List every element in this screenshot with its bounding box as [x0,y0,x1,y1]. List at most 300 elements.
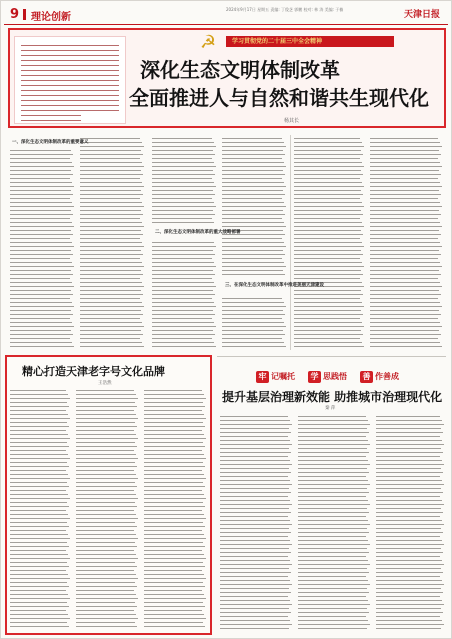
text-line [376,428,441,429]
text-line [370,326,442,327]
top-article-intro [14,36,126,124]
text-line [220,488,289,489]
text-line [144,606,205,607]
text-line [298,552,369,553]
text-line [144,406,205,407]
body-column [298,414,370,634]
text-line [298,516,366,517]
text-line [376,472,443,473]
text-line [80,306,144,307]
top-article-title-line2: 全面推进人与自然和谐共生现代化 [129,86,429,110]
text-line [80,186,144,187]
text-line [10,478,70,479]
body-column [144,388,206,630]
text-line [76,590,134,591]
text-line [10,522,67,523]
text-line [294,262,362,263]
text-line [10,454,68,455]
text-line [222,166,286,167]
text-line [80,290,141,291]
text-line [376,436,440,437]
text-line [298,524,370,525]
text-line [220,628,289,629]
text-line [10,206,74,207]
intro-text-line [21,65,119,66]
text-line [10,598,70,599]
intro-text-line [21,105,119,106]
text-line [144,570,202,571]
text-line [144,554,204,555]
text-line [10,406,69,407]
text-line [80,226,144,227]
text-line [152,254,215,255]
text-line [152,246,216,247]
text-line [10,558,70,559]
text-line [144,534,204,535]
text-line [10,606,69,607]
text-line [76,406,137,407]
text-line [10,570,66,571]
text-line [10,586,69,587]
text-line [298,496,366,497]
text-line [10,198,70,199]
text-line [144,578,206,579]
text-line [76,434,136,435]
text-line [80,282,142,283]
text-line [222,274,285,275]
text-line [152,270,213,271]
text-line [144,446,205,447]
text-line [76,530,134,531]
text-line [298,508,367,509]
text-line [222,218,282,219]
text-line [10,466,69,467]
text-line [144,610,202,611]
text-line [144,390,202,391]
text-line [152,142,214,143]
text-line [80,162,142,163]
text-line [76,574,136,575]
text-line [220,500,290,501]
text-line [10,582,67,583]
text-line [298,452,369,453]
text-line [80,194,143,195]
text-line [76,410,134,411]
text-line [10,334,73,335]
intro-text-line [21,45,119,46]
text-line [222,138,282,139]
text-line [370,302,440,303]
text-line [294,226,364,227]
text-line [80,302,142,303]
text-line [76,474,136,475]
text-line [76,514,136,515]
text-line [76,566,137,567]
text-line [80,142,142,143]
text-line [10,270,71,271]
text-line [222,170,283,171]
text-line [294,314,363,315]
text-line [10,250,71,251]
text-line [370,290,439,291]
text-line [10,306,74,307]
text-line [144,526,205,527]
text-line [152,258,212,259]
text-line [76,618,138,619]
text-line [152,322,214,323]
text-line [370,342,440,343]
text-line [298,488,367,489]
text-line [376,504,444,505]
text-line [222,346,286,347]
text-line [222,206,286,207]
text-line [10,490,66,491]
text-line [220,572,291,573]
text-line [144,490,202,491]
text-line [76,594,136,595]
text-line [80,314,143,315]
text-line [144,398,206,399]
text-line [222,342,284,343]
text-line [80,170,141,171]
text-line [152,266,216,267]
text-line [370,158,438,159]
text-line [10,190,71,191]
text-line [144,434,204,435]
text-line [10,498,70,499]
text-line [294,230,361,231]
slogan-icon: 善 [360,371,373,383]
text-line [370,246,442,247]
text-line [76,390,134,391]
top-article-title-line1: 深化生态文明体制改革 [140,58,340,82]
text-line [370,154,441,155]
text-line [144,502,203,503]
text-line [144,582,203,583]
text-line [222,254,285,255]
text-line [10,550,66,551]
text-line [152,166,216,167]
text-line [76,466,137,467]
text-line [220,520,290,521]
text-line [376,592,443,593]
text-line [222,182,284,183]
text-line [80,270,141,271]
text-line [144,426,205,427]
text-line [294,346,364,347]
text-line [144,430,202,431]
text-line [76,446,137,447]
text-line [80,310,141,311]
slogan-icon: 学 [308,371,321,383]
text-line [370,190,439,191]
section-subhead: 一、深化生态文明体制改革的重要意义 [12,140,89,145]
body-column [10,388,70,630]
text-line [152,306,216,307]
intro-text-line [21,110,119,111]
text-line [294,146,364,147]
text-line [152,342,214,343]
text-line [222,190,283,191]
text-line [76,478,138,479]
text-line [10,470,66,471]
text-line [80,330,141,331]
text-line [10,346,74,347]
page-header [4,4,448,24]
text-line [76,570,134,571]
intro-text-line [21,70,119,71]
intro-text-line [21,60,119,61]
text-line [76,486,137,487]
text-line [294,298,360,299]
text-line [370,234,441,235]
text-line [80,154,143,155]
text-line [220,484,292,485]
text-line [144,422,203,423]
text-line [370,218,438,219]
text-line [152,206,216,207]
intro-text-line [21,120,81,121]
text-line [80,218,140,219]
text-line [294,218,360,219]
text-line [144,538,206,539]
text-line [144,506,205,507]
text-line [370,206,442,207]
text-line [152,318,212,319]
text-line [370,182,440,183]
text-line [298,528,367,529]
text-line [76,470,134,471]
text-line [144,462,203,463]
text-line [222,146,286,147]
text-line [152,326,216,327]
text-line [370,142,440,143]
text-line [76,602,135,603]
text-line [152,174,215,175]
text-line [370,194,441,195]
body-column [80,136,144,350]
text-line [152,286,216,287]
text-line [220,556,288,557]
intro-text-line [21,55,119,56]
text-line [76,614,136,615]
text-line [370,238,438,239]
text-line [76,418,138,419]
text-line [376,448,441,449]
text-line [10,510,66,511]
text-line [10,486,69,487]
text-line [376,556,440,557]
text-line [376,444,444,445]
text-line [222,306,286,307]
text-line [76,626,137,627]
text-line [152,198,212,199]
text-line [220,508,289,509]
text-line [152,334,215,335]
text-line [294,258,360,259]
text-line [298,420,368,421]
text-line [80,242,142,243]
text-line [220,600,290,601]
text-line [10,462,67,463]
text-line [144,410,202,411]
text-line [376,420,442,421]
text-line [220,624,292,625]
section-subhead: 三、在深化生态文明体制改革中推进美丽天津建设 [225,283,324,288]
text-line [298,604,370,605]
text-line [376,604,444,605]
text-line [376,540,442,541]
text-line [376,424,444,425]
text-line [294,278,360,279]
text-line [298,616,366,617]
text-line [152,282,214,283]
text-line [220,456,288,457]
text-line [298,596,366,597]
text-line [376,512,443,513]
text-line [220,420,290,421]
column-divider [290,135,291,350]
text-line [376,500,442,501]
text-line [144,514,204,515]
text-line [298,432,369,433]
text-line [294,174,363,175]
text-line [10,178,70,179]
text-line [80,138,140,139]
text-line [80,294,143,295]
page-number-bar [23,9,26,20]
text-line [370,162,440,163]
text-line [220,440,290,441]
text-line [376,600,442,601]
text-line [294,150,361,151]
text-line [222,198,282,199]
text-line [222,214,285,215]
text-line [10,626,69,627]
text-line [370,270,439,271]
text-line [10,234,73,235]
text-line [222,338,282,339]
text-line [220,592,291,593]
text-line [298,428,367,429]
text-line [294,182,362,183]
text-line [10,458,70,459]
text-line [376,564,444,565]
slogan-text: 思践悟 [323,372,347,381]
text-line [220,512,291,513]
text-line [10,566,69,567]
text-line [376,588,441,589]
text-line [10,438,70,439]
text-line [376,484,444,485]
text-line [294,138,360,139]
text-line [222,222,284,223]
top-article-byline: 杨其长 [284,118,300,124]
text-line [10,342,72,343]
text-line [10,506,69,507]
text-line [10,554,68,555]
text-line [10,410,66,411]
text-line [144,510,202,511]
text-line [370,146,442,147]
text-line [10,326,74,327]
text-line [298,500,368,501]
text-line [10,230,71,231]
text-line [10,622,67,623]
text-line [10,594,68,595]
text-line [222,238,282,239]
text-line [10,274,73,275]
text-line [222,150,283,151]
text-line [80,206,144,207]
intro-text-line [21,90,119,91]
text-line [298,468,367,469]
text-line [76,606,137,607]
text-line [220,612,291,613]
text-line [294,294,363,295]
body-column [222,136,286,350]
text-line [220,444,292,445]
text-line [144,622,203,623]
text-line [10,398,70,399]
text-line [144,466,205,467]
text-line [10,298,70,299]
text-line [376,460,442,461]
text-line [144,614,204,615]
text-line [220,580,290,581]
text-line [370,306,442,307]
text-line [76,554,136,555]
text-line [376,552,443,553]
text-line [152,346,216,347]
text-line [10,426,69,427]
text-line [80,178,140,179]
text-line [152,338,212,339]
text-line [376,620,442,621]
text-line [294,266,364,267]
text-line [222,318,282,319]
body-column [76,388,138,630]
text-line [76,582,135,583]
text-line [298,548,367,549]
theme-banner-text: 学习贯彻党的二十届三中全会精神 [232,38,323,45]
text-line [144,482,203,483]
text-line [294,274,363,275]
text-line [294,198,360,199]
text-line [298,460,368,461]
text-line [76,526,137,527]
text-line [376,496,440,497]
text-line [76,562,135,563]
text-line [80,222,142,223]
text-line [10,390,66,391]
text-line [10,418,70,419]
text-line [80,254,143,255]
text-line [298,608,367,609]
text-line [144,558,206,559]
text-line [222,242,284,243]
text-line [370,334,441,335]
text-line [10,578,70,579]
text-line [76,518,138,519]
text-line [220,436,288,437]
text-line [222,310,283,311]
text-line [222,246,286,247]
text-line [144,470,202,471]
text-line [10,186,74,187]
text-line [76,610,134,611]
text-line [80,190,141,191]
